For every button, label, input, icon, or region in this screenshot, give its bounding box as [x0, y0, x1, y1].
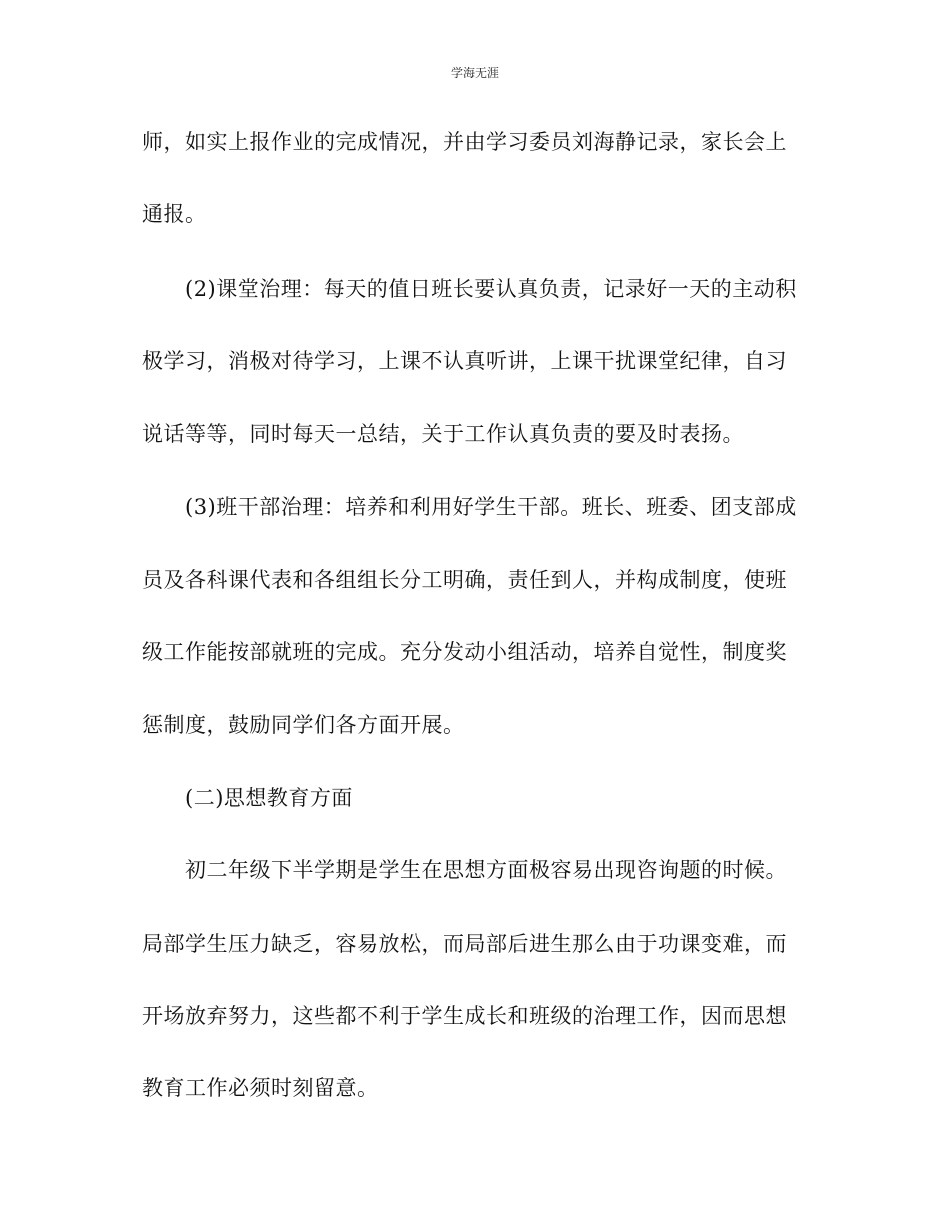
section-heading: (二)思想教育方面 [185, 786, 353, 810]
text-line: 员及各科课代表和各组组长分工明确，责任到人，并构成制度，使班 [142, 568, 787, 592]
text-line: 初二年级下半学期是学生在思想方面极容易出现咨询题的时候。 [185, 858, 787, 882]
text-line: 说话等等，同时每天一总结，关于工作认真负责的要及时表扬。 [142, 422, 744, 446]
text-line: 局部学生压力缺乏，容易放松，而局部后进生那么由于功课变难，而 [142, 932, 787, 956]
text-line: 开场放弃努力，这些都不利于学生成长和班级的治理工作，因而思想 [142, 1004, 787, 1028]
text-line: (2)课堂治理：每天的值日班长要认真负责，记录好一天的主动积 [185, 277, 797, 301]
text-line: 教育工作必须时刻留意。 [142, 1076, 379, 1100]
text-line: 级工作能按部就班的完成。充分发动小组活动，培养自觉性，制度奖 [142, 640, 787, 664]
text-line: 通报。 [142, 202, 207, 226]
text-line: (3)班干部治理：培养和利用好学生干部。班长、班委、团支部成 [185, 495, 797, 519]
text-line: 师，如实上报作业的完成情况，并由学习委员刘海静记录，家长会上 [142, 130, 787, 154]
page-header: 学海无涯 [450, 66, 499, 80]
text-line: 极学习，消极对待学习，上课不认真听讲，上课干扰课堂纪律，自习 [142, 349, 787, 373]
text-line: 惩制度，鼓励同学们各方面开展。 [142, 713, 465, 737]
